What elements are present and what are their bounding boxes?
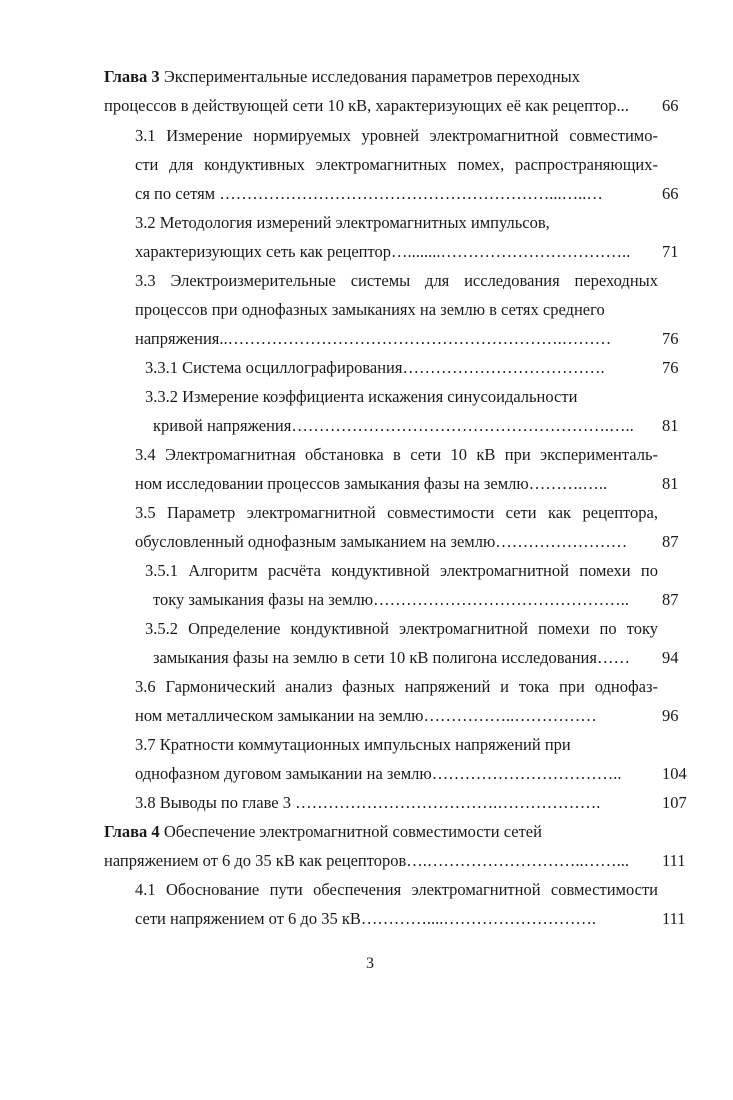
toc-s3-2-page: 71 (662, 242, 679, 261)
toc-s4-1-line1: 4.1 Обоснование пути обеспечения электромагнитной совместимости (135, 880, 658, 899)
toc-s3-1-line1: 3.1 Измерение нормируемых уровней электромагнитной совместимо- (135, 126, 658, 145)
toc-s4-1-line2: сети напряжением от 6 до 35 кВ…………....………………………. (135, 909, 596, 928)
toc-s3-4-line1: 3.4 Электромагнитная обстановка в сети 10 кВ при эксперименталь- (135, 445, 658, 464)
toc-s3-1-line2: сти для кондуктивных электромагнитных помех, распространяющих- (135, 155, 658, 174)
toc-s3-5-1-page: 87 (662, 590, 679, 609)
toc-s3-6-page: 96 (662, 706, 679, 725)
toc-s3-5-2-line1: 3.5.2 Определение кондуктивной электромагнитной помехи по току (145, 619, 658, 638)
toc-s3-3-line3: напряжения..…………………………………………………….……… (135, 329, 612, 348)
toc-s3-3-2-page: 81 (662, 416, 679, 435)
toc-ch3-title-2: процессов в действующей сети 10 кВ, характеризующих её как рецептор... (104, 96, 629, 115)
toc-ch3-line1 (104, 67, 580, 87)
toc-s4-1-page: 111 (662, 909, 686, 928)
toc-s3-7-line1: 3.7 Кратности коммутационных импульсных напряжений при (135, 735, 571, 754)
toc-s3-4-page: 81 (662, 474, 679, 493)
toc-s3-6-line1: 3.6 Гармонический анализ фазных напряжений и тока при однофаз- (135, 677, 658, 696)
toc-s3-5-1-line2: току замыкания фазы на землю……………………………………….. (153, 590, 629, 609)
toc-s3-3-1-line1: 3.3.1 Система осциллографирования………………………………. (145, 358, 605, 377)
toc-s3-5-page: 87 (662, 532, 679, 551)
toc-s3-5-2-line2: замыкания фазы на землю в сети 10 кВ полигона исследования…… (153, 648, 630, 667)
toc-s3-8-line1: 3.8 Выводы по главе 3 ……………………………….………………. (135, 793, 601, 812)
toc-s3-4-line2: ном исследовании процессов замыкания фазы на землю……….….. (135, 474, 608, 493)
toc-s3-5-2-page: 94 (662, 648, 679, 667)
toc-s3-1-page: 66 (662, 184, 679, 203)
toc-s3-3-2-line1: 3.3.2 Измерение коэффициента искажения синусоидальности (145, 387, 578, 406)
toc-s3-2-line1: 3.2 Методология измерений электромагнитных импульсов, (135, 213, 550, 232)
toc-s3-1-line3: ся по сетям ……………………………………………………...…..… (135, 184, 603, 203)
toc-s3-5-1-line1: 3.5.1 Алгоритм расчёта кондуктивной электромагнитной помехи по (145, 561, 658, 580)
toc-ch4-label: Глава 4 (104, 822, 160, 841)
toc-s3-3-2-line2: кривой напряжения………………………………………………….….. (153, 416, 634, 435)
toc-s3-6-line2: ном металлическом замыкании на землю……………..…………… (135, 706, 597, 725)
toc-s3-3-1-page: 76 (662, 358, 679, 377)
page-number: 3 (366, 955, 374, 972)
toc-ch3-page: 66 (662, 96, 679, 115)
toc-s3-7-page: 104 (662, 764, 687, 783)
toc-s3-3-line2: процессов при однофазных замыканиях на землю в сетях среднего (135, 300, 605, 319)
toc-ch4-page: 111 (662, 851, 686, 870)
toc-s3-8-page: 107 (662, 793, 687, 812)
toc-ch4-line1 (104, 822, 542, 842)
toc-s3-7-line2: однофазном дуговом замыкании на землю…………………………….. (135, 764, 622, 783)
toc-ch3-title-1: Экспериментальные исследования параметров переходных (163, 67, 580, 86)
toc-ch3-label: Глава 3 (104, 67, 160, 86)
toc-ch4-title-1: Обеспечение электромагнитной совместимости сетей (163, 822, 542, 841)
toc-s3-3-page: 76 (662, 329, 679, 348)
toc-ch4-line2: напряжением от 6 до 35 кВ как рецепторов….………………………..……... (104, 851, 630, 870)
toc-ch3-line2 (104, 96, 629, 116)
toc-s3-5-line2: обусловленный однофазным замыканием на землю…………………… (135, 532, 628, 551)
toc-s3-3-line1: 3.3 Электроизмерительные системы для исследования переходных (135, 271, 658, 290)
toc-s3-5-line1: 3.5 Параметр электромагнитной совместимости сети как рецептора, (135, 503, 658, 522)
toc-s3-2-line2: характеризующих сеть как рецептор…........…………………………….. (135, 242, 631, 261)
